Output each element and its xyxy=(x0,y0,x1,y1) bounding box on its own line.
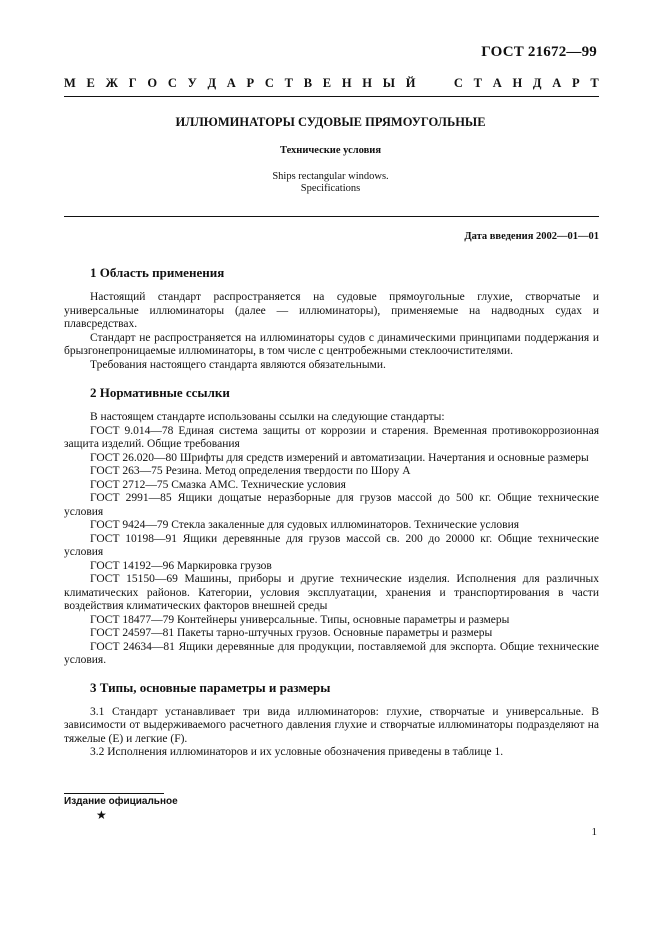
banner-letter: Ы xyxy=(382,76,396,90)
banner-letter: С xyxy=(453,76,463,90)
banner-letter: У xyxy=(187,76,197,90)
reference-item: ГОСТ 2991—85 Ящики дощатые неразборные для грузов массой до 500 кг. Общие технические условия xyxy=(64,492,599,518)
doc-number: ГОСТ 21672—99 xyxy=(481,44,597,60)
banner-letter xyxy=(440,76,443,91)
banner-letter: О xyxy=(147,76,158,90)
section-1-heading: 1 Область применения xyxy=(90,265,225,280)
banner-letter: А xyxy=(226,76,236,90)
section-3-paragraph: 3.1 Стандарт устанавливает три вида иллюминаторов: глухие, створчатые и универсальные. В зависимости от выдерживаемого расчетного давления глухие и створчатые иллюминаторы подразделяют на тяжелые (Е) и легкие (F). xyxy=(64,705,599,745)
reference-item: ГОСТ 14192—96 Маркировка грузов xyxy=(90,559,272,572)
banner-letter: Т xyxy=(473,76,482,90)
reference-item: ГОСТ 18477—79 Контейнеры универсальные. Типы, основные параметры и размеры xyxy=(90,613,510,626)
interstate-standard-banner xyxy=(64,76,599,91)
reference-item: ГОСТ 9.014—78 Единая система защиты от коррозии и старения. Временная противокоррозионная защита изделий. Общие требования xyxy=(64,424,599,450)
reference-item: ГОСТ 263—75 Резина. Метод определения твердости по Шору А xyxy=(90,465,411,477)
section-2-heading: 2 Нормативные ссылки xyxy=(90,385,230,400)
banner-letter: Г xyxy=(128,76,137,90)
banner-letter: С xyxy=(167,76,177,90)
banner-letter: А xyxy=(492,76,502,90)
banner-letter: Е xyxy=(86,76,95,90)
banner-letter: Т xyxy=(284,76,293,90)
banner-letter: В xyxy=(303,76,313,90)
banner-letter: М xyxy=(64,76,76,90)
document-subtitle: Технические условия xyxy=(279,145,382,156)
page-number: 1 xyxy=(591,826,597,838)
section-3-paragraph: 3.2 Исполнения иллюминаторов и их условные обозначения приведены в таблице 1. xyxy=(90,746,504,758)
banner-letter: Е xyxy=(322,76,332,90)
document-body xyxy=(64,264,599,760)
section-1-paragraph: Требования настоящего стандарта являются обязательными. xyxy=(90,358,386,371)
english-title-line2: Specifications xyxy=(300,183,361,194)
banner-letter xyxy=(426,76,429,91)
reference-item: ГОСТ 9424—79 Стекла закаленные для судовых иллюминаторов. Технические условия xyxy=(90,519,520,531)
banner-letter: Н xyxy=(362,76,373,90)
section-2-paragraph: В настоящем стандарте использованы ссылки на следующие стандарты: xyxy=(90,411,445,423)
banner-letter: А xyxy=(552,76,562,90)
banner-letter: Н xyxy=(512,76,523,90)
reference-item: ГОСТ 10198—91 Ящики деревянные для грузов массой св. 200 до 20000 кг. Общие технические условия xyxy=(64,532,599,558)
section-1-paragraph: Стандарт не распространяется на иллюминаторы судов с динамическими принципами поддержания и брызгонепроницаемые иллюминаторы, в том числе с центробежными стеклоочистителями. xyxy=(64,331,599,357)
reference-item: ГОСТ 26.020—80 Шрифты для средств измерений и автоматизации. Начертания и основные размеры xyxy=(90,451,589,464)
star-icon: ★ xyxy=(96,808,107,822)
banner-letter: Т xyxy=(590,76,599,90)
banner-letter: Р xyxy=(246,76,255,90)
section-1-paragraph: Настоящий стандарт распространяется на судовые прямоугольные глухие, створчатые и универсальные иллюминаторы (далее — иллюминаторы), применяемые на надводных судах и плавсредствах. xyxy=(64,291,599,330)
banner-letter: Й xyxy=(405,76,416,90)
banner-letter: Р xyxy=(571,76,580,90)
english-title xyxy=(0,171,661,195)
title-rule xyxy=(64,216,599,217)
banner-letter: С xyxy=(264,76,274,90)
banner-letter: Ж xyxy=(105,76,118,90)
top-rule xyxy=(64,96,599,97)
footer-rule xyxy=(64,793,164,794)
document-title: ИЛЛЮМИНАТОРЫ СУДОВЫЕ ПРЯМОУГОЛЬНЫЕ xyxy=(175,115,486,129)
reference-item: ГОСТ 2712—75 Смазка АМС. Технические условия xyxy=(90,478,346,491)
banner-letter: Д xyxy=(532,76,542,90)
english-title-line1: Ships rectangular windows. xyxy=(272,171,389,182)
banner-letter: Н xyxy=(341,76,352,90)
reference-item: ГОСТ 24634—81 Ящики деревянные для продукции, поставляемой для экспорта. Общие технические условия. xyxy=(64,640,599,666)
banner-letter: Д xyxy=(207,76,217,90)
reference-item: ГОСТ 24597—81 Пакеты тарно-штучных грузов. Основные параметры и размеры xyxy=(90,627,493,639)
reference-item: ГОСТ 15150—69 Машины, приборы и другие технические изделия. Исполнения для различных климатических районов. Категории, условия эксплуатации, хранения и транспортирования в части воздействия климатических факторов внешней среды xyxy=(64,573,599,612)
official-edition-label: Издание официальное xyxy=(64,796,178,807)
introduction-date: Дата введения 2002—01—01 xyxy=(464,231,599,242)
section-3-heading: 3 Типы, основные параметры и размеры xyxy=(90,679,331,695)
